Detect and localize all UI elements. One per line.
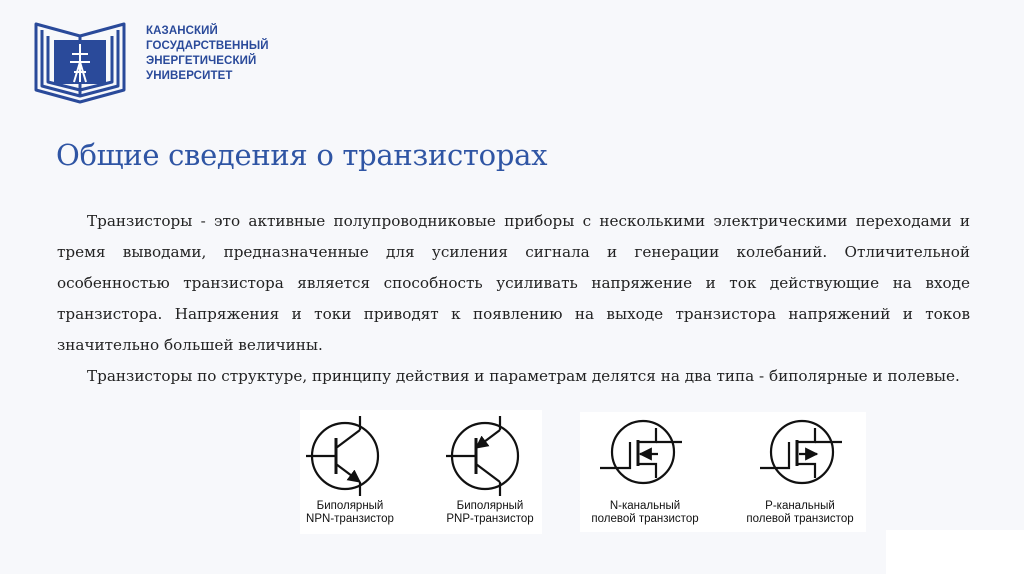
corner-patch	[886, 530, 1024, 574]
university-name-line: КАЗАНСКИЙ	[146, 25, 218, 37]
university-name-line: ЭНЕРГЕТИЧЕСКИЙ	[146, 55, 257, 67]
pnp-caption-line1: Биполярный	[456, 500, 524, 512]
pnp-caption-line2: PNP-транзистор	[446, 513, 534, 525]
paragraph-types: Транзисторы по структуре, принципу действия и параметрам делятся на два типа - биполярные и полевые.	[87, 367, 960, 385]
bipolar-symbols-panel	[300, 410, 542, 534]
p-fet-caption	[734, 500, 866, 526]
slide-body	[57, 206, 970, 392]
n-fet-caption-line1: N-канальный	[609, 500, 681, 512]
n-channel-fet-symbol	[600, 421, 682, 483]
npn-caption-line2: NPN-транзистор	[306, 513, 394, 525]
p-fet-caption-line2: полевой транзистор	[746, 513, 854, 525]
pnp-caption	[438, 500, 542, 526]
npn-caption	[300, 500, 400, 526]
university-name-line: ГОСУДАРСТВЕННЫЙ	[146, 40, 269, 52]
university-name-line: УНИВЕРСИТЕТ	[146, 70, 233, 82]
paragraph-definition: Транзисторы - это активные полупроводниковые приборы с несколькими электрическими переходами и тремя выводами, предназначенные для усиления сигнала и генерации колебаний. Отличительной особенностью транзистора является способность усиливать напряжение и ток действующие на входе транзистора. Напряжения и токи приводят к появлению на выходе транзистора напряжений и токов значительно большей величины.	[57, 212, 970, 354]
slide-title: Общие сведения о транзисторах	[56, 138, 548, 172]
npn-caption-line1: Биполярный	[316, 500, 384, 512]
n-fet-caption	[580, 500, 710, 526]
p-fet-caption-line1: P-канальный	[765, 500, 835, 512]
p-channel-fet-symbol	[760, 421, 842, 483]
pnp-transistor-symbol	[446, 416, 518, 496]
npn-transistor-symbol	[306, 416, 378, 496]
fet-symbols-panel	[580, 412, 866, 532]
university-logo-icon	[30, 16, 130, 106]
n-fet-caption-line2: полевой транзистор	[591, 513, 699, 525]
university-name	[146, 24, 269, 84]
